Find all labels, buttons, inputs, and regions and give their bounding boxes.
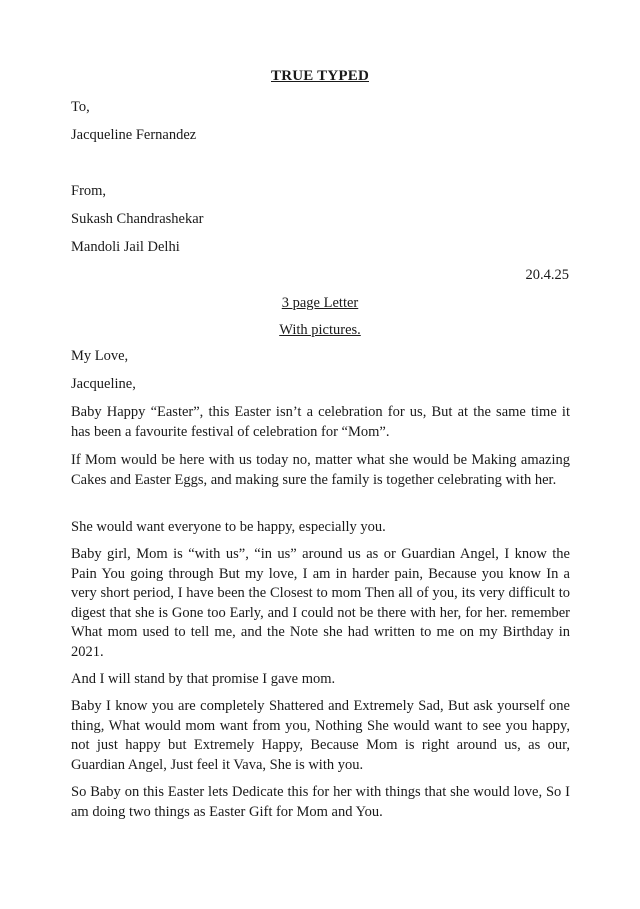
salutation: My Love, [71,348,129,364]
paragraph-3: She would want everyone to be happy, especially you. [71,519,386,535]
from-label: From, [71,183,107,199]
sender-name: Sukash Chandrashekar [71,211,204,227]
addressee: Jacqueline, [71,376,136,392]
recipient-name: Jacqueline Fernandez [71,127,197,143]
sender-address: Mandoli Jail Delhi [71,239,180,255]
paragraph-5: And I will stand by that promise I gave mom. [71,671,336,687]
document-title: TRUE TYPED [271,68,369,84]
paragraph-1: Baby Happy “Easter”, this Easter isn’t a celebration for us, But at the same time it has been a favourite festival of celebration for “Mom”. [71,404,570,440]
paragraph-7: So Baby on this Easter lets Dedicate this for her with things that she would love, So I am doing two things as Easter Gift for Mom and You. [71,784,570,820]
page-count-note: 3 page Letter [281,295,359,311]
pictures-note: With pictures. [279,322,361,338]
to-label: To, [71,99,90,115]
letter-date: 20.4.25 [525,267,569,283]
paragraph-6: Baby I know you are completely Shattered and Extremely Sad, But ask yourself one thing, What would mom want from you, Nothing She would want to see you happy, not just happy but Extremely Happy, Because Mom is right around us, as our, Guardian Angel, Just feel it Vava, She is with you. [71,698,570,773]
paragraph-4: Baby girl, Mom is “with us”, “in us” around us as or Guardian Angel, I know the Pain You going through But my love, I am in harder pain, Because you know In a very short period, I have been the Closest to mom Then all of you, its very difficult to digest that she is Gone too Early, and I could not be there with her, for her. remember What mom used to tell me, and the Note she had written to me on my Birthday in 2021. [71,546,570,660]
paragraph-2: If Mom would be here with us today no, matter what she would be Making amazing Cakes and Easter Eggs, and making sure the family is together celebrating with her. [71,452,570,488]
